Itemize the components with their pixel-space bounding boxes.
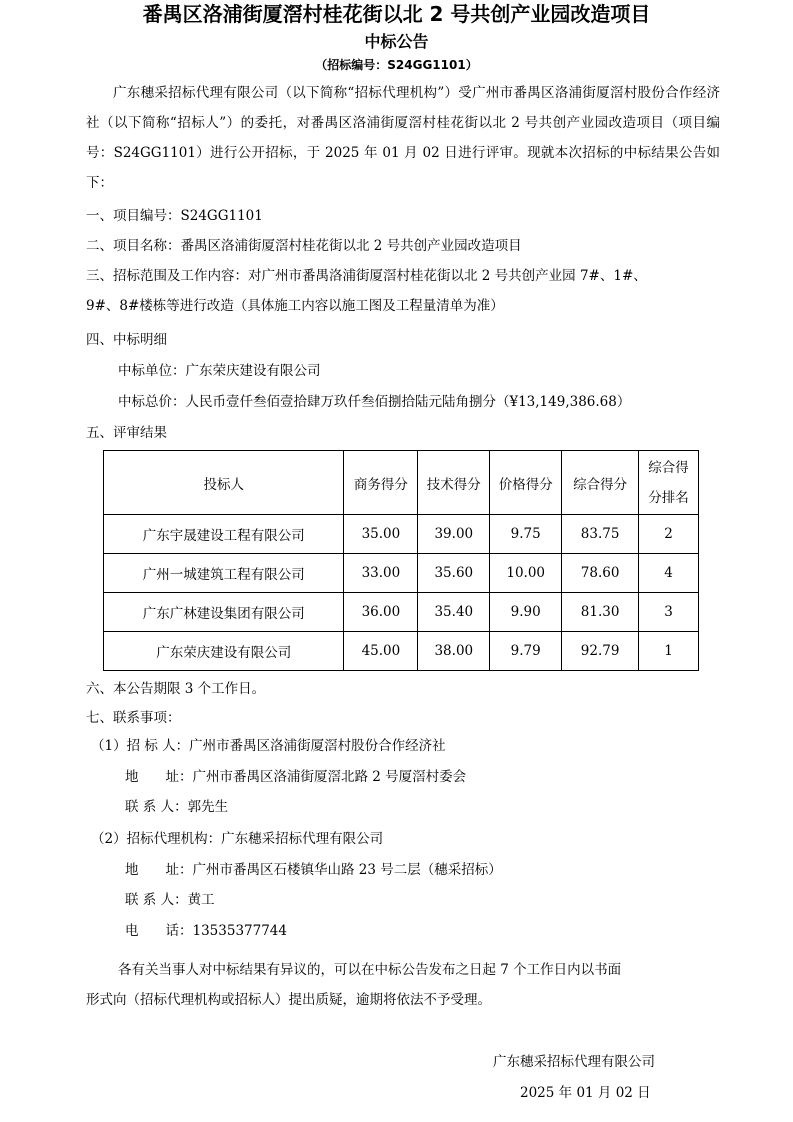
cell-total: 81.30 [562,593,639,632]
header-bidder: 投标人 [104,451,344,515]
header-rank-line1: 综合得 [648,459,689,476]
project-code: （招标编号：S24GG1101） [315,58,478,72]
tenderer-address: 地 址：广州市番禺区洛浦街厦滘北路 2 号厦滘村委会 [125,769,467,785]
cell-price: 10.00 [490,554,562,593]
agency-line: （2）招标代理机构：广东穗采招标代理有限公司 [91,831,384,847]
cell-price: 9.75 [490,515,562,554]
intro-paragraph: 广东穗采招标代理有限公司（以下简称“招标代理机构”）受广州市番禺区洛浦街厦滘村股份合作经济社（以下简称“招标人”）的委托，对番禺区洛浦街厦滘村桂花街以北 2 号共创产业园改造项目（项目编号：S24GG1101）进行公开招标，于 2025 年 01 月 02 日进行评审。现就本次招标的中标结果公告如下： [86,85,720,191]
cell-total: 92.79 [562,632,639,671]
table-row [104,593,699,632]
cell-business: 33.00 [344,554,418,593]
header-business-score: 商务得分 [344,451,418,515]
cell-total: 83.75 [562,515,639,554]
table-header-row [104,451,699,515]
cell-bidder: 广东宇晟建设工程有限公司 [104,515,344,554]
objection-notice-line2: 形式向（招标代理机构或招标人）提出质疑，逾期将依法不予受理。 [86,992,491,1008]
winning-bidder: 中标单位：广东荣庆建设有限公司 [118,363,321,379]
cell-business: 35.00 [344,515,418,554]
cell-rank: 2 [639,515,699,554]
cell-bidder: 广东荣庆建设有限公司 [104,632,344,671]
cell-price: 9.79 [490,632,562,671]
table-row [104,632,699,671]
tenderer-line: （1）招 标 人：广州市番禺区洛浦街厦滘村股份合作经济社 [91,738,446,754]
cell-rank: 1 [639,632,699,671]
cell-business: 45.00 [344,632,418,671]
table-row [104,554,699,593]
tenderer-contact-person: 联 系 人：郭先生 [125,799,229,815]
cell-technical: 38.00 [418,632,490,671]
section-notice-period: 六、本公告期限 3 个工作日。 [86,681,266,697]
cell-technical: 35.40 [418,593,490,632]
header-rank [639,451,699,515]
section-project-number: 一、项目编号：S24GG1101 [86,208,263,224]
section-scope-line1: 三、招标范围及工作内容：对广州市番禺洛浦街厦滘村桂花街以北 2 号共创产业园 7#、1#、 [86,268,647,284]
cell-business: 36.00 [344,593,418,632]
section-award-details: 四、中标明细 [86,332,167,348]
section-project-name: 二、项目名称：番禺区洛浦街厦滘村桂花街以北 2 号共创产业园改造项目 [86,238,522,254]
cell-bidder: 广州一城建筑工程有限公司 [104,554,344,593]
header-rank-line2: 分排名 [648,489,689,506]
header-technical-score: 技术得分 [418,451,490,515]
section-contact-info: 七、联系事项： [86,710,181,726]
page-subtitle: 中标公告 [364,32,429,51]
agency-address: 地 址：广州市番禺区石楼镇华山路 23 号二层（穗采招标） [125,862,502,878]
signature-date: 2025 年 01 月 02 日 [520,1085,651,1101]
cell-technical: 35.60 [418,554,490,593]
header-price-score: 价格得分 [490,451,562,515]
cell-rank: 3 [639,593,699,632]
section-scope-line2: 9#、8#楼栋等进行改造（具体施工内容以施工图及工程量清单为准） [86,298,504,314]
signature-organization: 广东穗采招标代理有限公司 [493,1054,655,1070]
agency-phone: 电 话：13535377744 [125,923,287,939]
header-total-score: 综合得分 [562,451,639,515]
cell-bidder: 广东广林建设集团有限公司 [104,593,344,632]
agency-contact-person: 联 系 人：黄工 [125,892,215,908]
cell-total: 78.60 [562,554,639,593]
evaluation-results-table [103,450,699,671]
winning-price: 中标总价：人民币壹仟叁佰壹拾肆万玖仟叁佰捌拾陆元陆角捌分（¥13,149,386.68） [118,394,631,410]
cell-rank: 4 [639,554,699,593]
section-evaluation-results: 五、评审结果 [86,425,167,441]
cell-price: 9.90 [490,593,562,632]
cell-technical: 39.00 [418,515,490,554]
objection-notice-line1: 各有关当事人对中标结果有异议的，可以在中标公告发布之日起 7 个工作日内以书面 [118,962,622,978]
table-row [104,515,699,554]
page-title: 番禺区洛浦街厦滘村桂花街以北 2 号共创产业园改造项目 [142,2,651,26]
